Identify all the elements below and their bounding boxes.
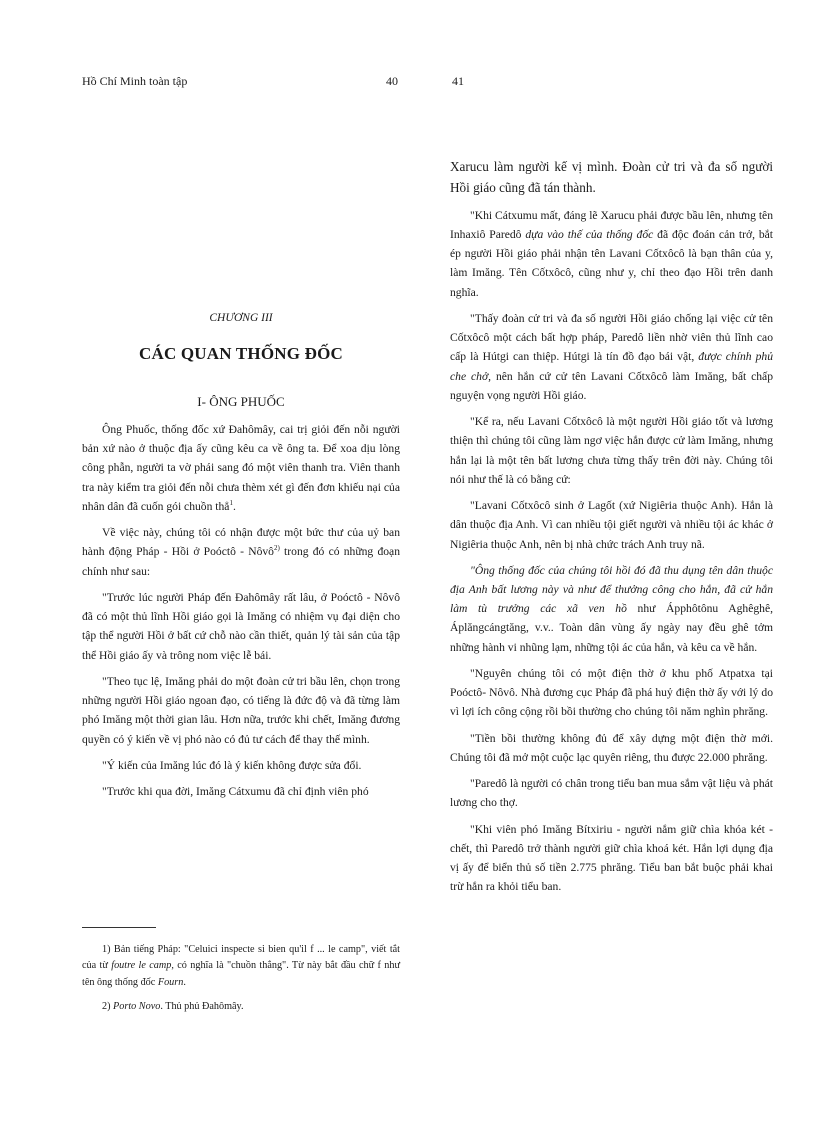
text: trong đó có những đoạn chính như sau: xyxy=(82,545,401,578)
paragraph xyxy=(450,206,773,302)
text: đã độc đoán cản trở, bắt ép người Hồi giáo phải nhận tên Lavani Cốtxôcô là bạn thân của y, làm Imăng. Tên Cốtxôcô, cũng như y, chỉ theo đạo Hồi trên danh nghĩa. xyxy=(450,227,773,299)
text: Porto Novo xyxy=(113,1000,161,1012)
paragraph: "Khi viên phó Imăng Bítxiriu - người nắm giữ chìa khóa két - chết, thì Paredô trở thành người giữ chìa khoá két. Hắn lợi dụng địa vị ấy để biển thủ số tiền 2.775 phrăng. Tiểu ban bắt buộc phải khai trừ hắn ra khỏi tiểu ban. xyxy=(450,822,773,894)
running-head: Hồ Chí Minh toàn tập xyxy=(82,74,188,88)
paragraph: "Paredô là người có chân trong tiểu ban mua sắm vật liệu và phát lương cho thợ. xyxy=(450,777,773,810)
text: , có nghĩa là "chuồn thẳng". Từ này bắt đầu chữ f như tên ông thống đốc xyxy=(82,960,400,988)
paragraph: "Theo tục lệ, Imăng phải do một đoàn cử tri bầu lên, chọn trong những người Hồi giáo ngoan đạo, có tiếng là đức độ và đã từng làm phó Imăng một thời gian lâu. Hơn nữa, trước khi chết, Imăng đương quyền có ý kiến về vị phó nào có đủ tư cách để thay thế mình. xyxy=(82,674,400,746)
text: "Ông thống đốc của chúng tôi hồi đó đã thu dụng tên dân thuộc địa Anh bất lương này và như để thưởng công cho hắn, đã cử hắn làm tù trưởng các xã ven hồ xyxy=(450,563,773,616)
section-heading: I- ÔNG PHUỐC xyxy=(197,394,285,409)
text: Fourn xyxy=(157,976,184,988)
footnote-ref: 1 xyxy=(229,499,233,508)
page-number-right: 41 xyxy=(452,74,464,88)
footnotes xyxy=(82,942,400,1023)
chapter-label: CHƯƠNG III xyxy=(209,312,273,324)
paragraph xyxy=(450,561,773,657)
text: được chính phủ che chở xyxy=(450,350,773,383)
text: . Thủ phủ Đahômây. xyxy=(160,1000,244,1012)
paragraph: Xarucu làm người kế vị mình. Đoàn cử tri và đa số người Hồi giáo cũng đã tán thành. xyxy=(450,159,773,196)
footnote-2 xyxy=(82,999,400,1015)
page-number-left: 40 xyxy=(386,74,398,88)
footnote-divider xyxy=(82,927,156,928)
chapter-title: CÁC QUAN THỐNG ĐỐC xyxy=(139,344,343,363)
paragraph: "Ý kiến của Imăng lúc đó là ý kiến không được sửa đổi. xyxy=(102,758,362,772)
paragraph xyxy=(82,523,400,581)
paragraph: "Nguyên chúng tôi có một điện thờ ở khu phố Atpatxa tại Poóctô- Nôvô. Nhà đương cục Pháp đã phá huỷ điện thờ ấy với lý do vì lợi ích công cộng rồi bồi thường cho chúng tôi năm nghìn phrăng. xyxy=(450,666,773,719)
footnote-1 xyxy=(82,942,400,991)
paragraph: "Lavani Cốtxôcô sinh ở Lagốt (xứ Nigiêria thuộc Anh). Hắn là dân thuộc địa Anh. Vì can nhiều tội giết người và nhiều tội ác khác ở Nigiêria thuộc Anh, nên bị nhà chức trách Anh truy nã. xyxy=(450,499,773,551)
paragraph: "Tiền bồi thường không đủ để xây dựng một điện thờ mới. Chúng tôi đã mở một cuộc lạc quyên riêng, thu được 22.000 phrăng. xyxy=(450,731,773,764)
footnote-ref: 2) xyxy=(273,544,280,553)
text: "Thấy đoàn cử tri và đa số người Hồi giáo chống lại việc cử tên Cốtxôcô một cách bất hợp pháp, Paredô liền nhờ viên thủ lĩnh cao cấp là Hútgi can thiệp. Hútgi là tín đồ đạo bái vật, xyxy=(450,311,773,364)
text: foutre le camp xyxy=(111,960,172,972)
right-page xyxy=(408,0,816,1123)
text: , nên hắn cứ cử tên Lavani Cốtxôcô làm Imăng, bất chấp nguyện vọng người Hồi giáo. xyxy=(450,369,773,402)
paragraph xyxy=(450,309,773,405)
text: Ông Phuốc, thống đốc xứ Đahômây, cai trị giỏi đến nỗi người bản xứ nào ở thuộc địa ấy cũng kêu ca về ông ta. Để xoa dịu lòng công phẫn, người ta vờ phái sang đó một viên thanh tra. Viên thanh tra này kiểm tra giỏi đến nỗi chưa thèm xét gì đến đơn khiếu nại của nhân dân đã cuốn gói chuồn thẳ xyxy=(82,423,400,513)
paragraph: "Trước lúc người Pháp đến Đahômây rất lâu, ở Poóctô - Nôvô đã có một thủ lĩnh Hồi giáo gọi là Imăng có nhiệm vụ đại diện cho tập thể người Hồi ở bất cứ chỗ nào cần thiết, quản lý tài sản của tập thể Hồi giáo ấy và trông nom việc lễ bái. xyxy=(82,590,400,662)
paragraph: "Trước khi qua đời, Imăng Cátxumu đã chỉ định viên phó xyxy=(102,784,369,798)
text: 2) xyxy=(102,1000,114,1012)
left-content xyxy=(82,312,400,808)
paragraph xyxy=(82,420,400,516)
text: . xyxy=(232,499,236,513)
text: 1) Bản tiếng Pháp: "Celuici inspecte si bien qu'il f ... le camp", viết tắt của từ xyxy=(82,944,400,972)
right-content xyxy=(450,156,773,903)
text: . xyxy=(183,976,186,988)
text: "Khi Cátxumu mất, đáng lẽ Xarucu phải được bầu lên, nhưng tên Inhaxiô Paredô xyxy=(450,208,773,241)
paragraph: "Kể ra, nếu Lavani Cốtxôcô là một người Hồi giáo tốt và lương thiện thì chúng tôi cũng làm ngơ việc hắn được cử làm Imăng, nhưng hắn lại là một tên bất lương chưa từng thấy trên đời này. Chúng tôi nói như thế là có bằng cứ: xyxy=(450,415,773,486)
text: như Ápphôtônu Aghêghê, Áplăngcángtăng, v.v.. Toàn dân vùng ấy ngày nay đều ghê tởm những hành vi nhũng lạm, những tội ác của hắn, và kêu ca về hắn. xyxy=(450,602,773,654)
text: dựa vào thế của thống đốc xyxy=(525,227,654,241)
text: Về việc này, chúng tôi có nhận được một bức thư của uỷ ban hành động Pháp - Hồi ở Poóctô - Nôvô xyxy=(82,526,400,559)
